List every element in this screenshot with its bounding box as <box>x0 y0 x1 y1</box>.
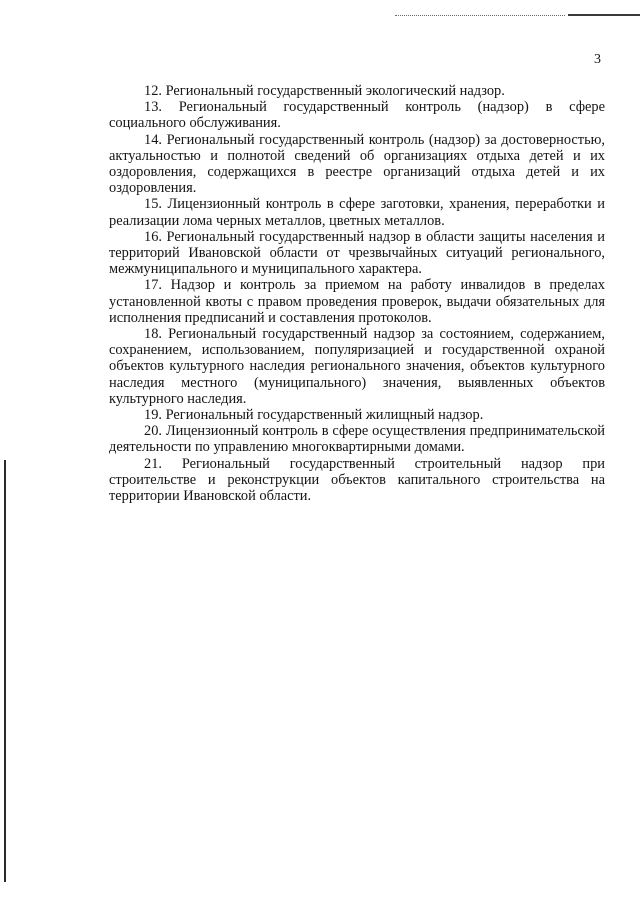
list-item-13: 13. Региональный государственный контроль (надзор) в сфере социального обслуживания. <box>109 99 605 132</box>
list-item-14: 14. Региональный государственный контроль (надзор) за достоверностью, актуальностью и полнотой сведений об организациях отдыха детей и их оздоровления, содержащихся в реестре организаций отдыха детей и их оздоровления. <box>109 131 605 197</box>
list-item-21: 21. Региональный государственный строительный надзор при строительстве и реконструкции объектов капитального строительства на территории Ивановской области. <box>109 455 605 505</box>
document-body <box>109 83 605 504</box>
scan-artifact-left-edge <box>4 460 6 882</box>
list-item-18: 18. Региональный государственный надзор за состоянием, содержанием, сохранением, использованием, популяризацией и государственной охраной объектов культурного наследия регионального значения, объектов культурного наследия местного (муниципального) значения, выявленных объектов культурного наследия. <box>109 326 605 407</box>
list-item-20: 20. Лицензионный контроль в сфере осуществления предпринимательской деятельности по управлению многоквартирными домами. <box>109 423 605 456</box>
list-item-15: 15. Лицензионный контроль в сфере заготовки, хранения, переработки и реализации лома черных металлов, цветных металлов. <box>109 196 605 229</box>
list-item-12: 12. Региональный государственный экологический надзор. <box>144 83 505 99</box>
scan-artifact-top-dotted <box>395 15 565 16</box>
list-item-17: 17. Надзор и контроль за приемом на работу инвалидов в пределах установленной квоты с правом проведения проверок, выдачи обязательных для исполнения предписаний и составления протоколов. <box>109 277 605 326</box>
list-item-19: 19. Региональный государственный жилищный надзор. <box>144 407 484 424</box>
scan-artifact-top-line <box>568 14 640 16</box>
page-number: 3 <box>594 52 601 67</box>
list-item-16: 16. Региональный государственный надзор в области защиты населения и территорий Ивановской области от чрезвычайных ситуаций регионального, межмуниципального и муниципального характера. <box>109 228 605 278</box>
